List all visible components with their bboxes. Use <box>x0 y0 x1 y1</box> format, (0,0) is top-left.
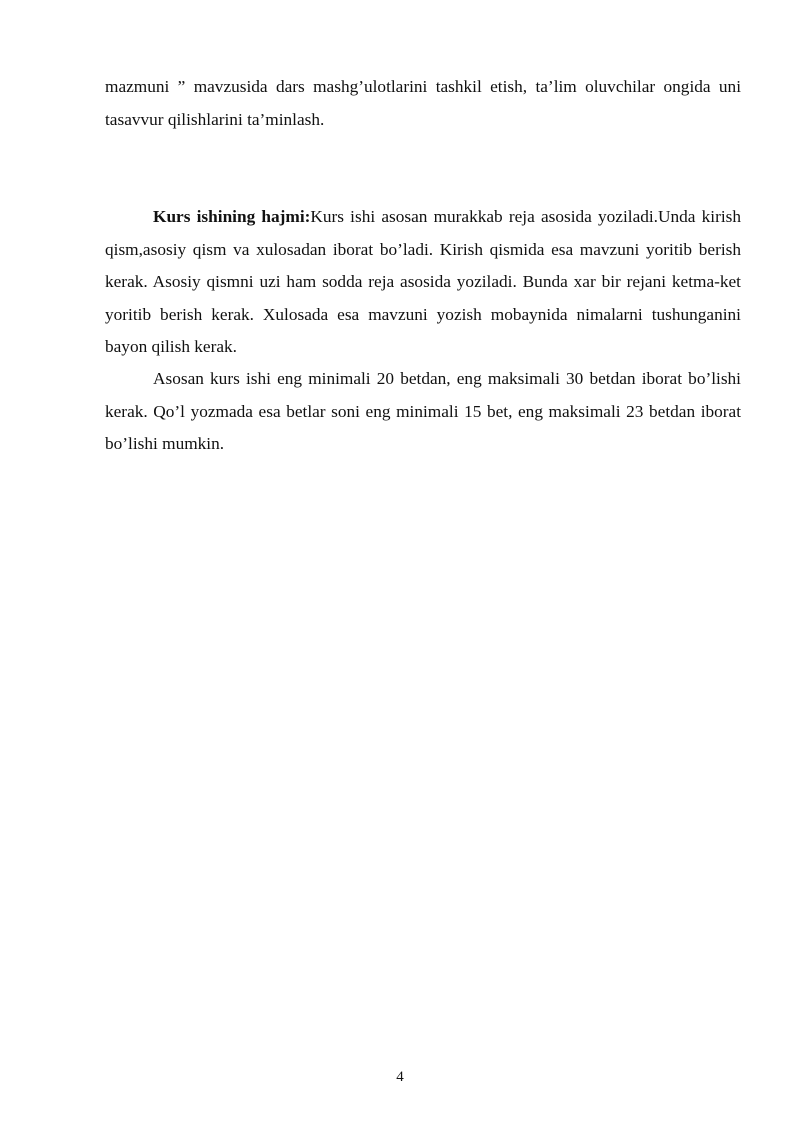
paragraph-page-count-requirements: Asosan kurs ishi eng minimali 20 betdan, eng maksimali 30 betdan iborat bo’lishi kerak. Qo’l yozmada esa betlar soni eng minimali 15 bet, eng maksimali 23 betdan iborat bo’lishi mumkin. <box>105 369 741 453</box>
paragraph-heading-course-work-volume: Kurs ishining hajmi: <box>153 207 311 226</box>
paragraph-course-work-volume <box>105 201 741 364</box>
paragraph-intro-continuation: mazmuni ” mavzusida dars mashg’ulotlarini tashkil etish, ta’lim oluvchilar ongida uni tasavvur qilishlarini ta’minlash. <box>105 77 741 129</box>
page-number: 4 <box>396 1069 404 1085</box>
paragraph-body-course-work-volume: Kurs ishi asosan murakkab reja asosida yoziladi.Unda kirish qism,asosiy qism va xulosadan iborat bo’ladi. Kirish qismida esa mavzuni yoritib berish kerak. Asosiy qismni uzi ham sodda reja asosida yoziladi. Bunda xar bir rejani ketma-ket yoritib berish kerak. Xulosada esa mavzuni yozish mobaynida nimalarni tushunganini bayon qilish kerak. <box>105 207 741 356</box>
